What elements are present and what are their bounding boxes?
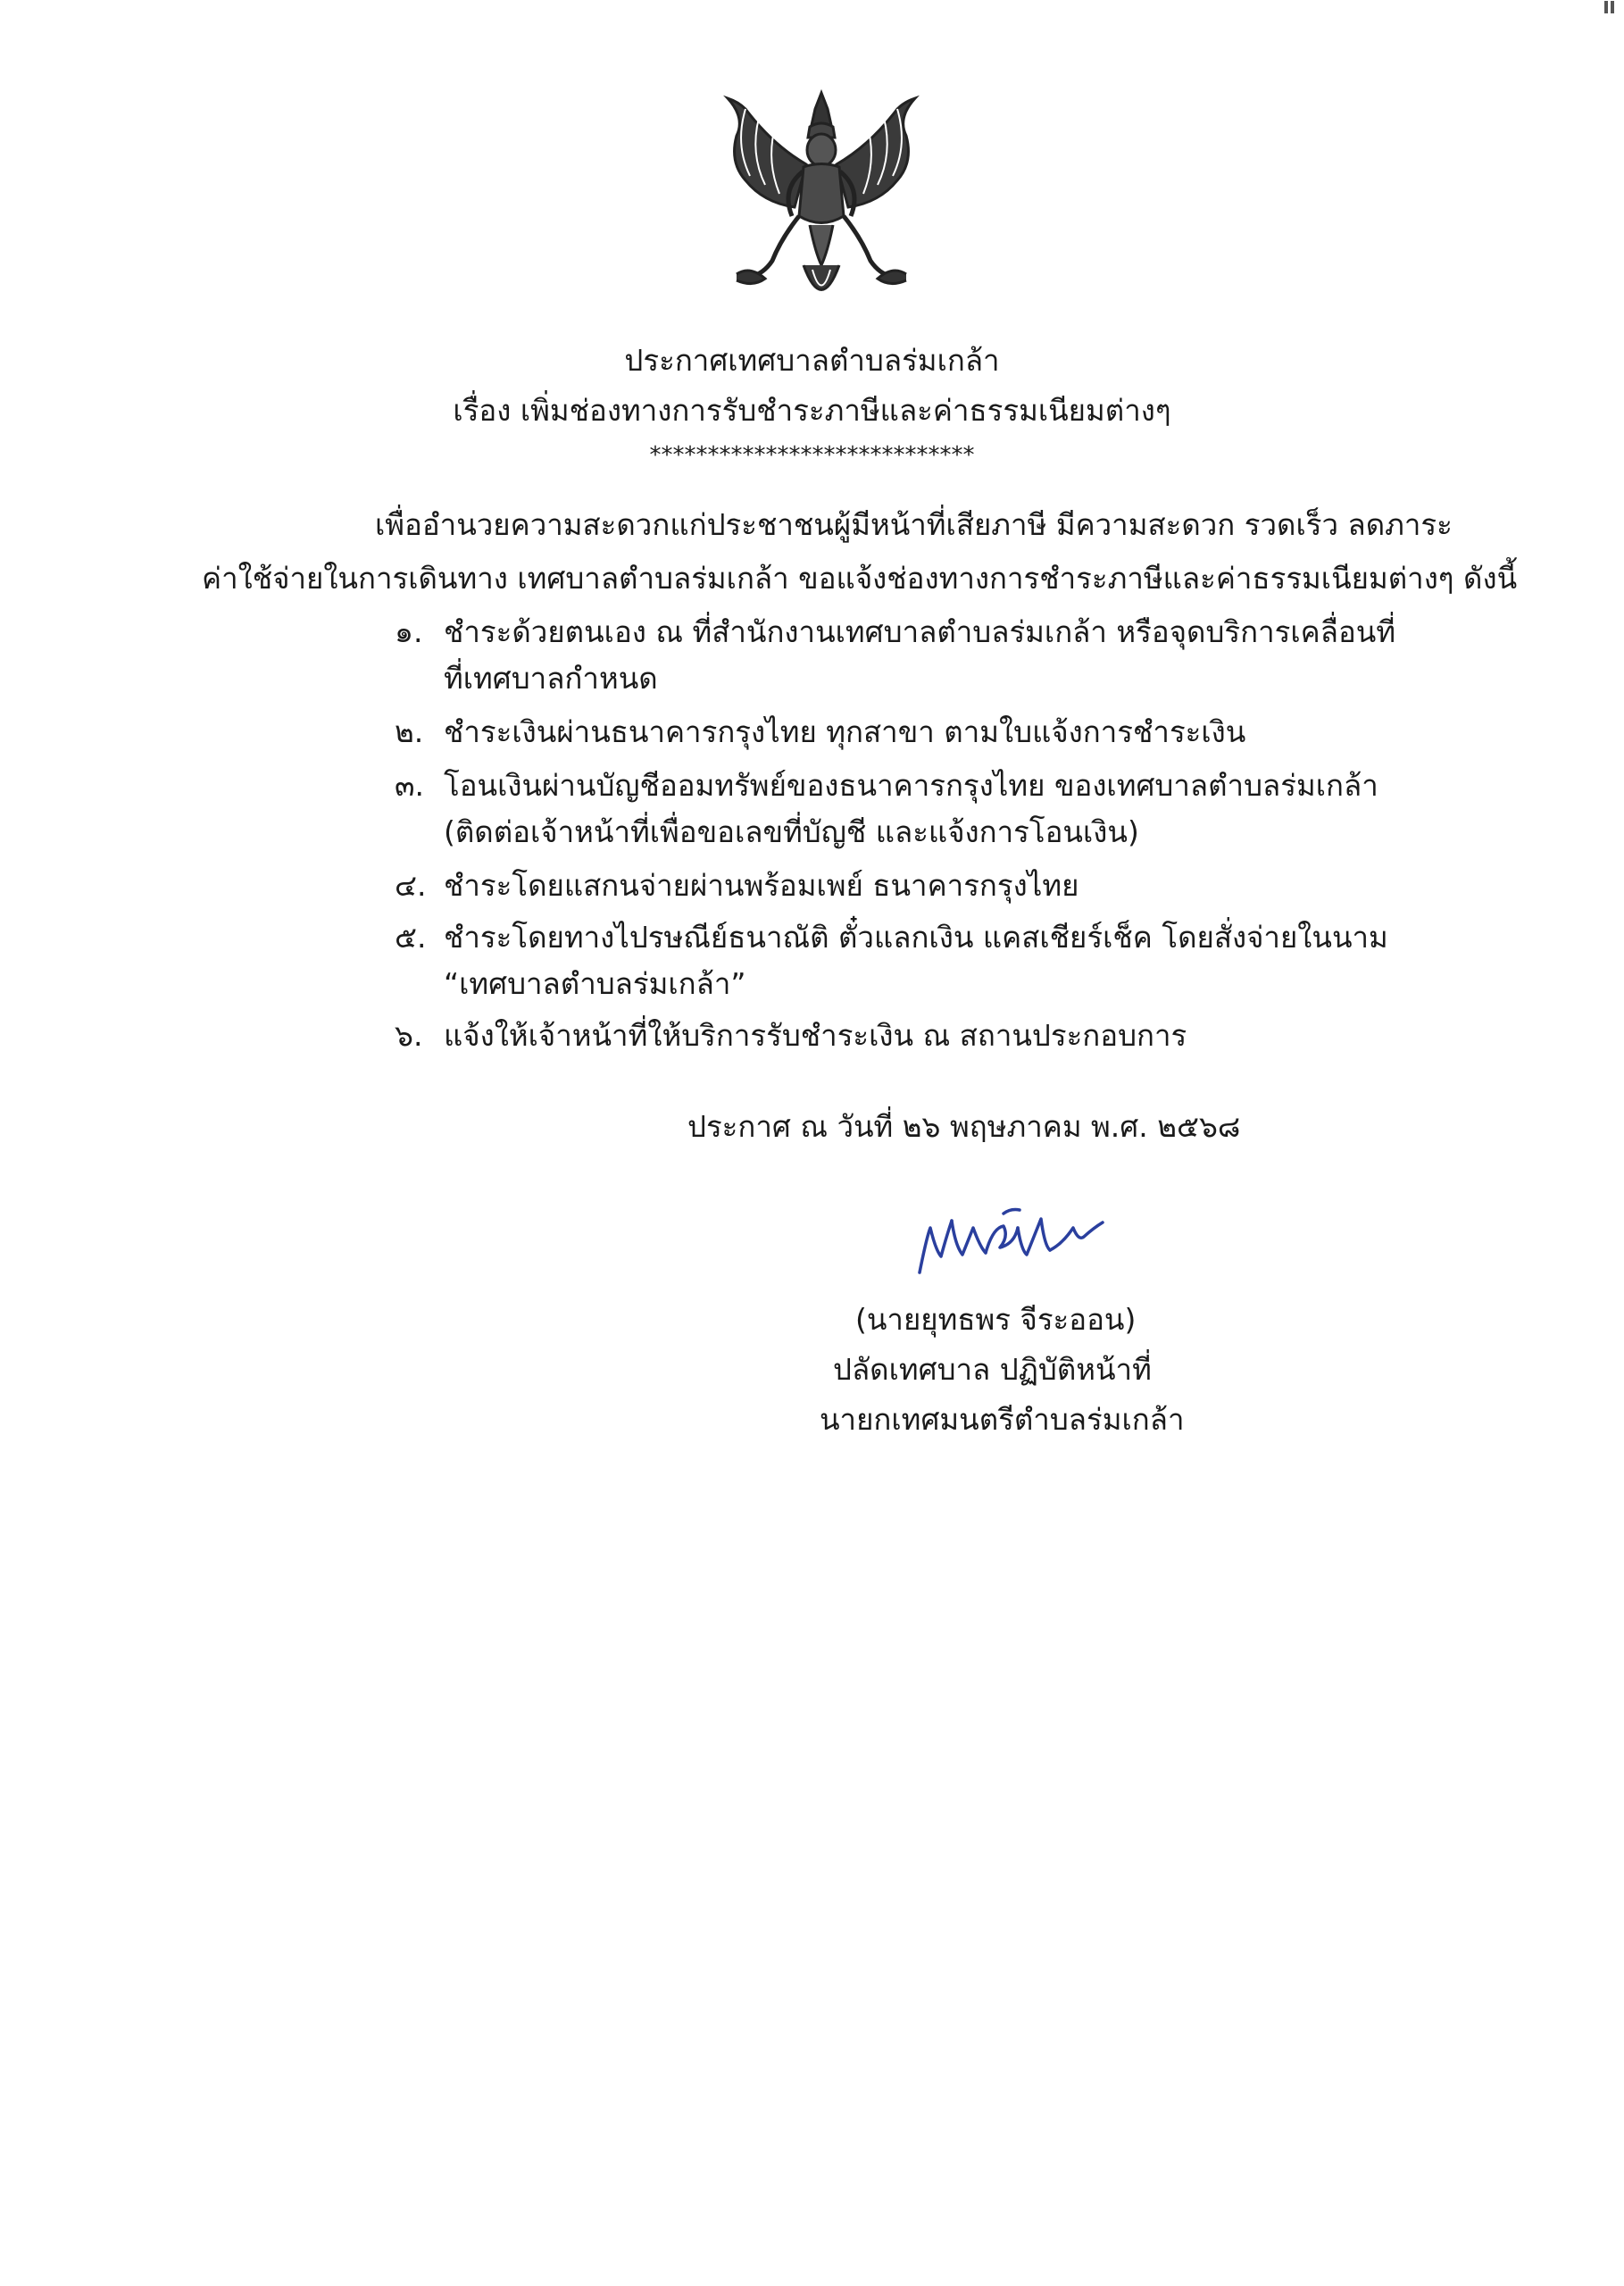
list-item-text: ชำระโดยแสกนจ่ายผ่านพร้อมเพย์ ธนาคารกรุงไทย — [444, 868, 1079, 903]
list-item-number: ๔. — [395, 868, 427, 903]
document-title: ประกาศเทศบาลตำบลร่มเกล้า — [624, 343, 1000, 378]
list-item-number: ๑. — [395, 614, 423, 649]
intro-line-1: เพื่ออำนวยความสะดวกแก่ประชาชนผู้มีหน้าที่เสียภาษี มีความสะดวก รวดเร็ว ลดภาระ — [375, 507, 1453, 542]
list-item-text-cont: ที่เทศบาลกำหนด — [444, 661, 658, 696]
handwritten-signature — [911, 1201, 1116, 1286]
list-item-text: ชำระโดยทางไปรษณีย์ธนาณัติ ตั๋วแลกเงิน แคสเชียร์เช็ค โดยสั่งจ่ายในนาม — [444, 920, 1388, 955]
list-item-text: ชำระด้วยตนเอง ณ ที่สำนักงานเทศบาลตำบลร่มเกล้า หรือจุดบริการเคลื่อนที่ — [444, 614, 1396, 649]
title-separator: **************************** — [649, 442, 975, 469]
list-item-text-cont: “เทศบาลตำบลร่มเกล้า” — [444, 966, 746, 1001]
list-item-text: แจ้งให้เจ้าหน้าที่ให้บริการรับชำระเงิน ณ สถานประกอบการ — [444, 1018, 1187, 1053]
signatory-position-1: ปลัดเทศบาล ปฏิบัติหน้าที่ — [833, 1352, 1152, 1387]
intro-line-2: ค่าใช้จ่ายในการเดินทาง เทศบาลตำบลร่มเกล้า ขอแจ้งช่องทางการชำระภาษีและค่าธรรมเนียมต่างๆ ดังนี้ — [202, 561, 1518, 596]
announcement-date: ประกาศ ณ วันที่ ๒๖ พฤษภาคม พ.ศ. ๒๕๖๘ — [687, 1109, 1241, 1144]
list-item-number: ๓. — [395, 768, 425, 803]
signatory-name: (นายยุทธพร จีระออน) — [855, 1302, 1137, 1337]
list-item-number: ๖. — [395, 1018, 423, 1053]
garuda-emblem-icon — [710, 82, 933, 323]
document-subject: เรื่อง เพิ่มช่องทางการรับชำระภาษีและค่าธรรมเนียมต่างๆ — [453, 393, 1171, 428]
list-item-number: ๒. — [395, 714, 424, 749]
list-item-number: ๕. — [395, 920, 427, 955]
scan-edge-mark — [1604, 0, 1624, 13]
list-item-text-cont: (ติดต่อเจ้าหน้าที่เพื่อขอเลขที่บัญชี และแจ้งการโอนเงิน) — [444, 814, 1139, 849]
list-item-text: โอนเงินผ่านบัญชีออมทรัพย์ของธนาคารกรุงไทย ของเทศบาลตำบลร่มเกล้า — [444, 768, 1378, 803]
list-item-text: ชำระเงินผ่านธนาคารกรุงไทย ทุกสาขา ตามใบแจ้งการชำระเงิน — [444, 714, 1246, 749]
signatory-position-2: นายกเทศมนตรีตำบลร่มเกล้า — [820, 1402, 1185, 1437]
